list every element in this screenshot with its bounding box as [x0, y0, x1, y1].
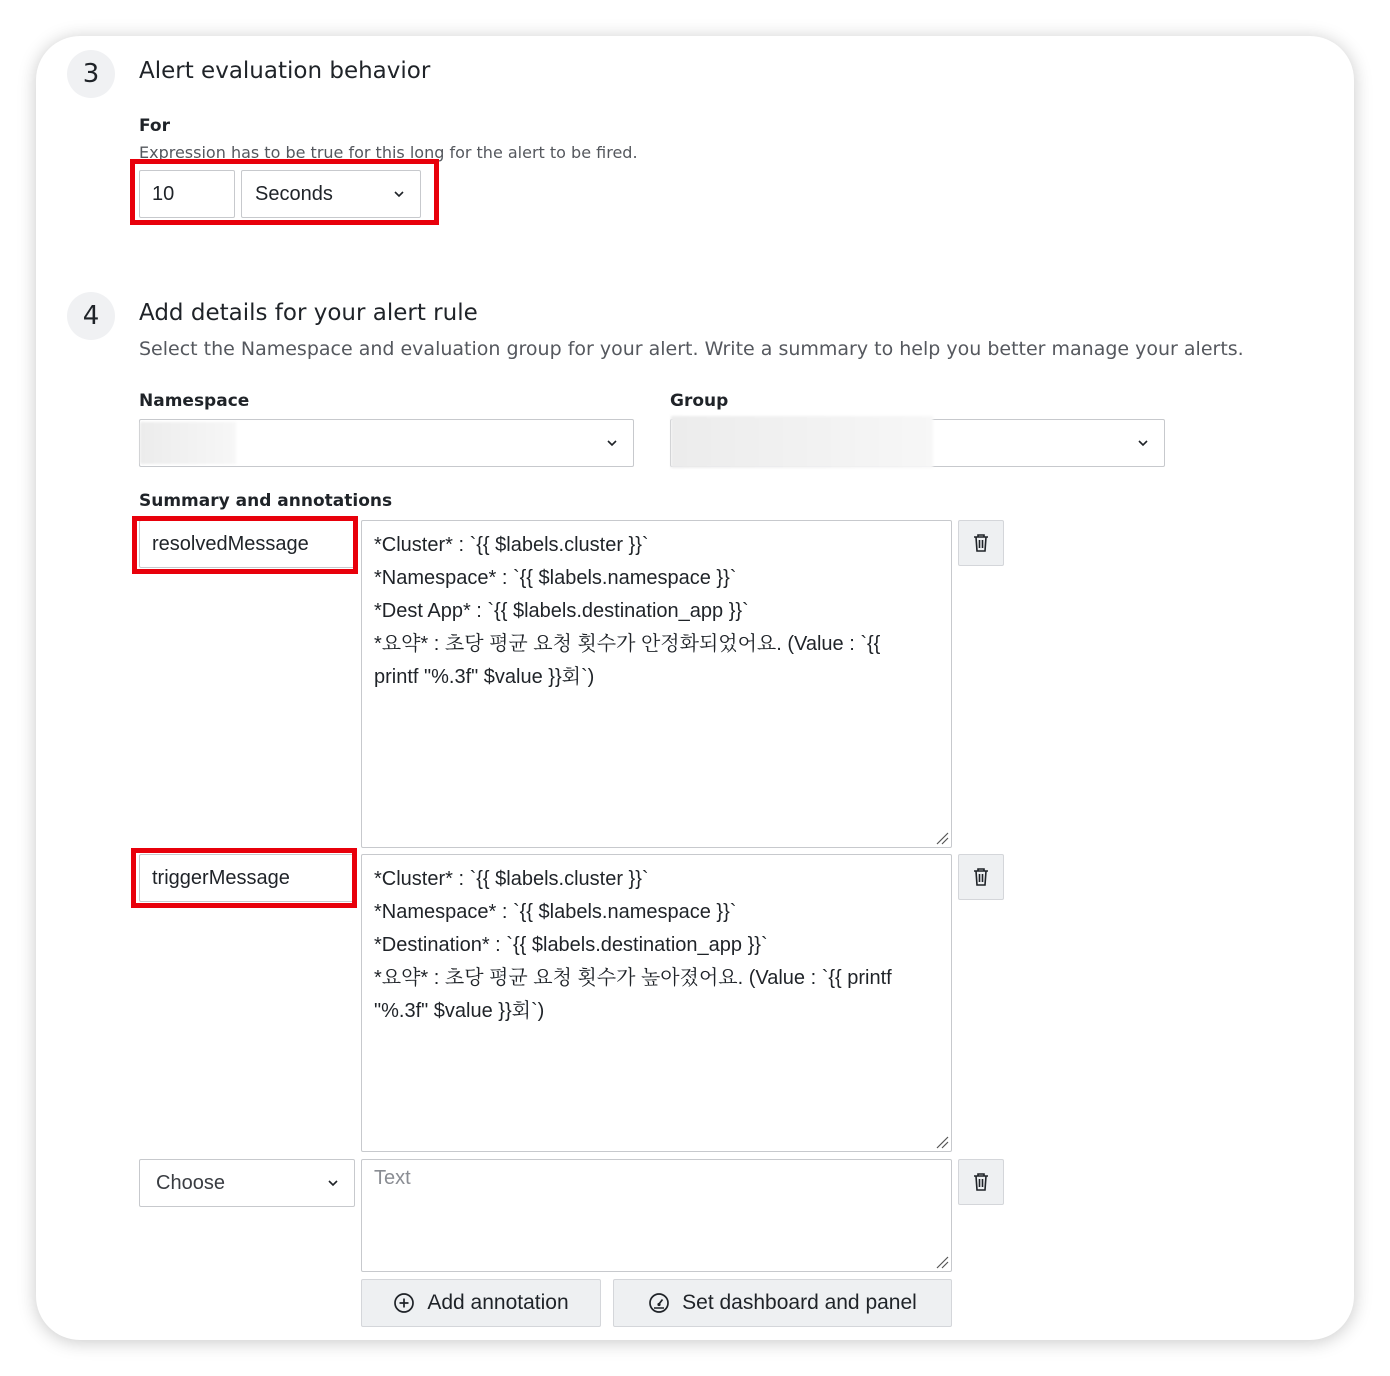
- highlight-box-trigger: [131, 848, 357, 908]
- chevron-down-icon: [605, 436, 619, 450]
- step-3-badge: [67, 50, 115, 98]
- annotation-key-placeholder: Choose: [156, 1171, 225, 1194]
- namespace-label: Namespace: [139, 391, 250, 411]
- text-line: *Cluster* : `{{ $labels.cluster }}`: [374, 868, 649, 890]
- for-label: For: [139, 116, 170, 136]
- text-line: *Namespace* : `{{ $labels.namespace }}`: [374, 567, 737, 589]
- set-dashboard-label: Set dashboard and panel: [682, 1291, 917, 1314]
- resize-grip-icon[interactable]: [935, 1255, 949, 1269]
- group-redaction: [671, 416, 933, 468]
- text-line: *Dest App* : `{{ $labels.destination_app }}`: [374, 600, 749, 622]
- namespace-redaction: [140, 422, 236, 464]
- text-line: *Destination* : `{{ $labels.destination_app }}`: [374, 934, 768, 956]
- set-dashboard-panel-button[interactable]: [613, 1279, 952, 1327]
- text-line: printf "%.3f" $value }}회`): [374, 666, 595, 688]
- remove-annotation-button[interactable]: [958, 1159, 1004, 1205]
- trash-icon: [972, 867, 990, 887]
- for-unit-value: Seconds: [255, 182, 333, 205]
- group-label: Group: [670, 391, 729, 411]
- remove-annotation-button[interactable]: [958, 854, 1004, 900]
- for-description: Expression has to be true for this long for the alert to be fired.: [139, 143, 638, 162]
- plus-circle-icon: [393, 1292, 415, 1314]
- annotation-value-textarea[interactable]: [361, 520, 952, 848]
- add-annotation-button[interactable]: [361, 1279, 601, 1327]
- annotation-value-placeholder: Text: [374, 1167, 411, 1189]
- for-duration-value: 10: [152, 182, 175, 205]
- highlight-box-for: [130, 159, 439, 225]
- dashboard-gauge-icon: [648, 1292, 670, 1314]
- trash-icon: [972, 1172, 990, 1192]
- add-annotation-label: Add annotation: [427, 1291, 569, 1314]
- chevron-down-icon: [1136, 436, 1150, 450]
- section-4-description: Select the Namespace and evaluation group for your alert. Write a summary to help you better manage your alerts.: [139, 338, 1244, 360]
- text-line: *요약* : 초당 평균 요청 횟수가 안정화되었어요. (Value : `{{: [374, 633, 881, 655]
- alert-rule-form-card: [36, 36, 1354, 1340]
- step-number: 4: [82, 301, 100, 331]
- trash-icon: [972, 533, 990, 553]
- resize-grip-icon[interactable]: [935, 1135, 949, 1149]
- step-number: 3: [82, 59, 100, 89]
- annotation-key-value: triggerMessage: [152, 866, 290, 889]
- annotation-value-textarea[interactable]: [361, 854, 952, 1152]
- chevron-down-icon: [326, 1176, 340, 1190]
- text-line: "%.3f" $value }}회`): [374, 1000, 545, 1022]
- annotation-key-value: resolvedMessage: [152, 532, 309, 555]
- text-line: *요약* : 초당 평균 요청 횟수가 높아졌어요. (Value : `{{ printf: [374, 967, 892, 989]
- text-line: *Namespace* : `{{ $labels.namespace }}`: [374, 901, 737, 923]
- section-3-title: Alert evaluation behavior: [139, 58, 431, 84]
- annotation-value-textarea[interactable]: [361, 1159, 952, 1272]
- section-4-title: Add details for your alert rule: [139, 300, 478, 326]
- step-4-badge: [67, 292, 115, 340]
- highlight-box-resolved: [132, 516, 358, 574]
- text-line: *Cluster* : `{{ $labels.cluster }}`: [374, 534, 649, 556]
- resize-grip-icon[interactable]: [935, 831, 949, 845]
- annotation-key-select[interactable]: [139, 1159, 355, 1207]
- remove-annotation-button[interactable]: [958, 520, 1004, 566]
- summary-annotations-label: Summary and annotations: [139, 491, 393, 511]
